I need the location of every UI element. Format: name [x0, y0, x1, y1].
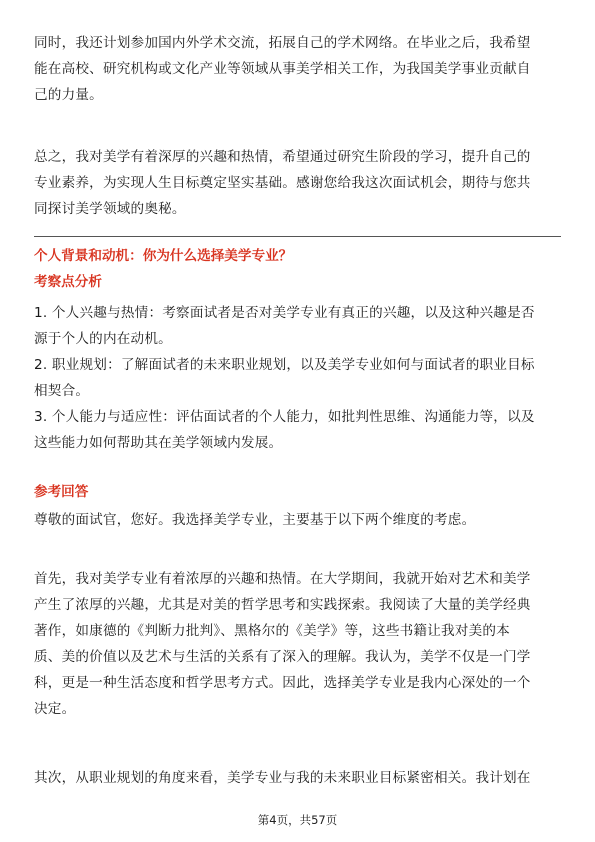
analysis-item — [34, 404, 561, 456]
text-line: 1. 个人兴趣与热情：考察面试者是否对美学专业有真正的兴趣，以及这种兴趣是否 — [34, 305, 535, 321]
text-line: 首先，我对美学专业有着浓厚的兴趣和热情。在大学期间，我就开始对艺术和美学 — [34, 571, 531, 587]
text-line: 产生了浓厚的兴趣，尤其是对美的哲学思考和实践探索。我阅读了大量的美学经典 — [34, 597, 531, 613]
text-line: 2. 职业规划：了解面试者的未来职业规划，以及美学专业如何与面试者的职业目标 — [34, 357, 535, 373]
analysis-list — [34, 300, 561, 456]
text-line: 其次，从职业规划的角度来看，美学专业与我的未来职业目标紧密相关。我计划在 — [34, 770, 531, 786]
text-line: 质、美的价值以及艺术与生活的关系有了深入的理解。我认为，美学不仅是一门学 — [34, 649, 531, 665]
answer-heading: 参考回答 — [34, 484, 89, 500]
text-line: 同时，我还计划参加国内外学术交流，拓展自己的学术网络。在毕业之后，我希望 — [34, 35, 531, 51]
analysis-item — [34, 300, 561, 352]
analysis-heading: 考察点分析 — [34, 274, 102, 290]
intro-paragraph-2 — [34, 144, 561, 222]
text-line: 科，更是一种生活态度和哲学思考方式。因此，选择美学专业是我内心深处的一个 — [34, 675, 531, 691]
text-line: 同探讨美学领域的奥秘。 — [34, 201, 186, 217]
answer-paragraph-2 — [34, 765, 561, 791]
answer-paragraph-1 — [34, 566, 561, 722]
analysis-item — [34, 352, 561, 404]
answer-intro — [34, 507, 561, 533]
text-line: 这些能力如何帮助其在美学领域内发展。 — [34, 435, 283, 451]
section-divider — [34, 236, 561, 237]
text-line: 决定。 — [34, 701, 76, 717]
text-line: 专业素养，为实现人生目标奠定坚实基础。感谢您给我这次面试机会，期待与您共 — [34, 175, 531, 191]
text-line: 3. 个人能力与适应性：评估面试者的个人能力，如批判性思维、沟通能力等，以及 — [34, 409, 535, 425]
text-line: 相契合。 — [34, 383, 90, 399]
text-line: 著作，如康德的《判断力批判》、黑格尔的《美学》等，这些书籍让我对美的本 — [34, 623, 510, 639]
text-line: 能在高校、研究机构或文化产业等领域从事美学相关工作，为我国美学事业贡献自 — [34, 61, 531, 77]
page-footer: 第4页，共57页 — [257, 813, 338, 827]
text-line: 己的力量。 — [34, 87, 103, 103]
text-line: 源于个人的内在动机。 — [34, 331, 172, 347]
question-title: 个人背景和动机：你为什么选择美学专业？ — [34, 248, 293, 264]
text-line: 总之，我对美学有着深厚的兴趣和热情，希望通过研究生阶段的学习，提升自己的 — [34, 149, 531, 165]
intro-paragraph-1 — [34, 30, 561, 108]
text-line: 尊敬的面试官，您好。我选择美学专业，主要基于以下两个维度的考虑。 — [34, 512, 476, 528]
